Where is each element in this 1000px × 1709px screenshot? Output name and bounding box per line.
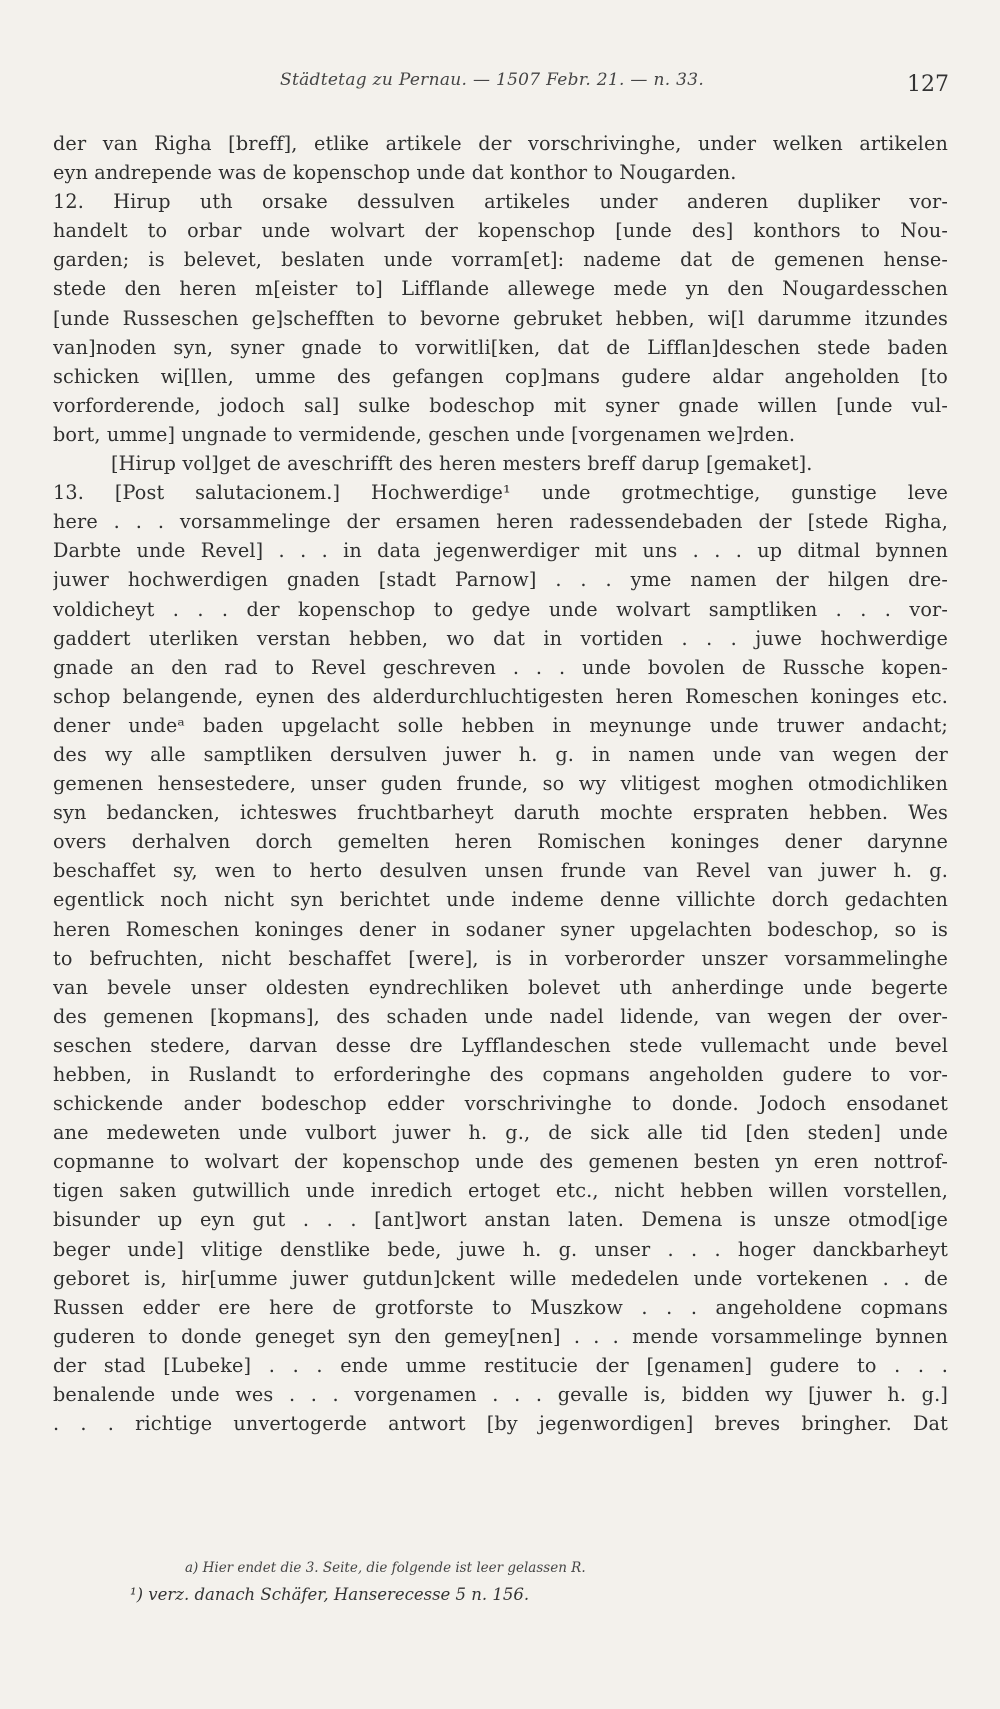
text-line: hebben, in Ruslandt to erforderinghe des copmans angeholden gudere to vor- bbox=[53, 1063, 948, 1086]
text-line: syn bedancken, ichteswes fruchtbarheyt daruth mochte erspraten hebben. Wes bbox=[53, 801, 948, 825]
text-line: van]noden syn, syner gnade to vorwitli[ken, dat de Lifflan]deschen stede baden bbox=[53, 335, 948, 359]
page-number: 127 bbox=[907, 72, 949, 97]
text-line: ane medeweten unde vulbort juwer h. g., de sick alle tid [den steden] unde bbox=[53, 1121, 948, 1145]
page-header bbox=[0, 70, 1000, 102]
text-line: dener undeᵃ baden upgelacht solle hebben in meynunge unde truwer andacht; bbox=[53, 713, 948, 737]
text-line: vorforderende, jodoch sal] sulke bodeschop mit syner gnade willen [unde vul- bbox=[53, 393, 948, 417]
body-text bbox=[53, 129, 948, 1438]
text-line: seschen stedere, darvan desse dre Lyfflandeschen stede vullemacht unde bevel bbox=[53, 1033, 948, 1057]
text-line: gaddert uterliken verstan hebben, wo dat in vortiden . . . juwe hochwerdige bbox=[53, 626, 948, 650]
text-line: . . . richtige unvertogerde antwort [by jegenwordigen] breves bringher. Dat bbox=[53, 1412, 948, 1436]
text-line: [unde Russeschen ge]schefften to bevorne gebruket hebben, wi[l darumme itzundes bbox=[53, 306, 948, 330]
text-line: beger unde] vlitige denstlike bede, juwe h. g. unser . . . hoger danckbarheyt bbox=[53, 1237, 948, 1261]
text-line: bisunder up eyn gut . . . [ant]wort anstan laten. Demena is unsze otmod[ige bbox=[53, 1208, 948, 1232]
running-head: Städtetag zu Pernau. — 1507 Febr. 21. — n. 33. bbox=[280, 70, 705, 90]
text-line: des wy alle samptliken dersulven juwer h. g. in namen unde van wegen der bbox=[53, 742, 948, 766]
text-line: Darbte unde Revel] . . . in data jegenwerdiger mit uns . . . up ditmal bynnen bbox=[53, 539, 948, 563]
text-line: schickende ander bodeschop edder vorschrivinghe to donde. Jodoch ensodanet bbox=[53, 1092, 948, 1116]
text-line: handelt to orbar unde wolvart der kopenschop [unde des] konthors to Nou- bbox=[53, 219, 948, 243]
text-line: gemenen hensestedere, unser guden frunde, so wy vlitigest moghen otmodichliken bbox=[53, 772, 948, 796]
text-line: van bevele unser oldesten eyndrechliken bolevet uth anherdinge unde begerte bbox=[53, 975, 948, 999]
text-line: der stad [Lubeke] . . . ende umme restitucie der [genamen] gudere to . . . bbox=[53, 1353, 948, 1377]
text-line: des gemenen [kopmans], des schaden unde nadel lidende, van wegen der over- bbox=[53, 1004, 948, 1028]
text-line: Russen edder ere here de grotforste to Muszkow . . . angeholdene copmans bbox=[53, 1295, 948, 1319]
footnote-a: a) Hier endet die 3. Seite, die folgende ist leer gelassen R. bbox=[185, 1560, 586, 1576]
text-line: garden; is belevet, beslaten unde vorram[et]: nademe dat de gemenen hense- bbox=[53, 248, 948, 272]
text-line: here . . . vorsammelinge der ersamen heren radessendebaden der [stede Righa, bbox=[53, 510, 948, 534]
text-line: benalende unde wes . . . vorgenamen . . . gevalle is, bidden wy [juwer h. g.] bbox=[53, 1383, 948, 1407]
text-line: egentlick noch nicht syn berichtet unde indeme denne villichte dorch gedachten bbox=[53, 888, 948, 912]
text-line: heren Romeschen koninges dener in sodaner syner upgelachten bodeschop, so is bbox=[53, 917, 948, 941]
text-line: juwer hochwerdigen gnaden [stadt Parnow] . . . yme namen der hilgen dre- bbox=[53, 568, 948, 592]
text-line: beschaffet sy, wen to herto desulven unsen frunde van Revel van juwer h. g. bbox=[53, 859, 948, 883]
text-line: schop belangende, eynen des alderdurchluchtigesten heren Romeschen koninges etc. bbox=[53, 684, 948, 708]
text-line: copmanne to wolvart der kopenschop unde des gemenen besten yn eren nottrof- bbox=[53, 1150, 948, 1174]
text-line: der van Righa [breff], etlike artikele der vorschrivinghe, under welken artikelen bbox=[53, 132, 948, 155]
text-line: guderen to donde geneget syn den gemey[nen] . . . mende vorsammelinge bynnen bbox=[53, 1324, 948, 1348]
text-line: to befruchten, nicht beschaffet [were], is in vorberorder unszer vorsammelinghe bbox=[53, 946, 948, 970]
text-line: gnade an den rad to Revel geschreven . . . unde bovolen de Russche kopen- bbox=[53, 655, 948, 679]
footnote-1: ¹) verz. danach Schäfer, Hanserecesse 5 n. 156. bbox=[130, 1585, 530, 1604]
text-line: eyn andrepende was de kopenschop unde dat konthor to Nougarden. bbox=[53, 161, 737, 185]
text-line: schicken wi[llen, umme des gefangen cop]mans gudere aldar angeholden [to bbox=[53, 364, 948, 388]
text-line: geboret is, hir[umme juwer gutdun]ckent wille mededelen unde vortekenen . . de bbox=[53, 1266, 948, 1290]
text-line: 12. Hirup uth orsake dessulven artikeles under anderen dupliker vor- bbox=[53, 190, 948, 214]
text-line: stede den heren m[eister to] Lifflande allewege mede yn den Nougardesschen bbox=[53, 277, 948, 301]
text-line: overs derhalven dorch gemelten heren Romischen koninges dener darynne bbox=[53, 830, 948, 854]
text-line: tigen saken gutwillich unde inredich ertoget etc., nicht hebben willen vorstellen, bbox=[53, 1179, 948, 1203]
text-line: [Hirup vol]get de aveschrifft des heren mesters breff darup [gemaket]. bbox=[111, 452, 813, 476]
text-line: voldicheyt . . . der kopenschop to gedye unde wolvart samptliken . . . vor- bbox=[53, 597, 948, 621]
text-line: bort, umme] ungnade to vermidende, geschen unde [vorgenamen we]rden. bbox=[53, 422, 796, 446]
text-line: 13. [Post salutacionem.] Hochwerdige¹ unde grotmechtige, gunstige leve bbox=[53, 481, 948, 505]
